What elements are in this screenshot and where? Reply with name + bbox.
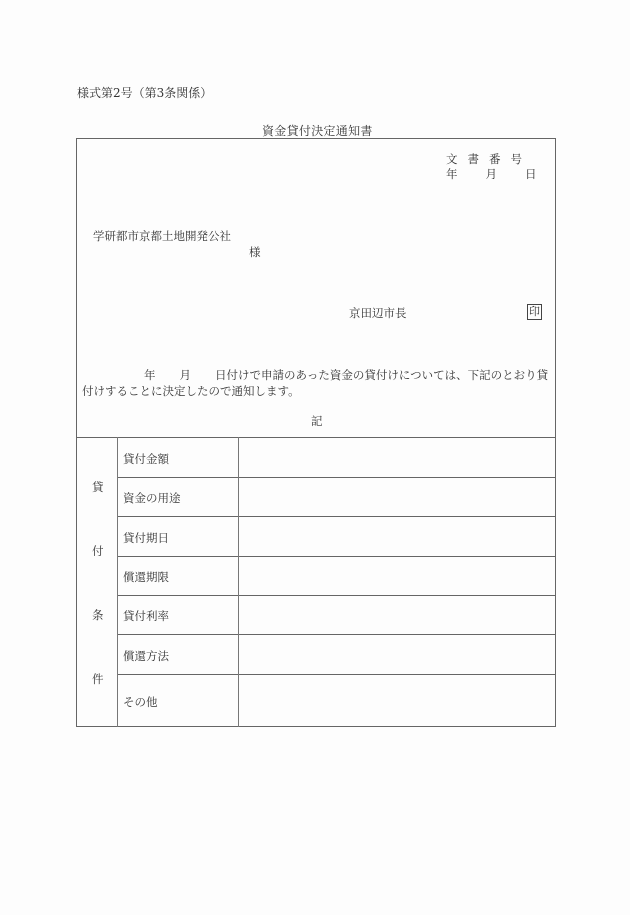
row-divider xyxy=(117,595,556,596)
body-year-label: 年 xyxy=(144,368,156,382)
body-text-line-2: 付けすることに決定したので通知します。 xyxy=(82,384,300,398)
seal-stamp-icon: 印 xyxy=(529,305,540,318)
group-label-char: 条 xyxy=(92,608,104,622)
row-divider xyxy=(117,634,556,635)
ki-heading: 記 xyxy=(311,414,323,428)
document-title: 資金貸付決定通知書 xyxy=(262,124,373,138)
row-divider xyxy=(117,516,556,517)
body-text-rest: 日付けで申請のあった資金の貸付けについては、下記のとおり貸 xyxy=(215,368,549,382)
sender-name: 京田辺市長 xyxy=(349,306,407,320)
addressee-name: 学研都市京都土地開発公社 xyxy=(93,229,231,243)
row-label-fund-purpose: 資金の用途 xyxy=(123,491,181,505)
document-number-label: 文書番号 xyxy=(446,152,532,166)
row-label-interest-rate: 貸付利率 xyxy=(123,609,169,623)
notice-form-box xyxy=(76,138,556,727)
row-divider xyxy=(117,477,556,478)
form-number: 様式第2号（第3条関係） xyxy=(77,86,213,100)
group-label-char: 付 xyxy=(92,544,104,558)
group-label-char: 貸 xyxy=(92,480,104,494)
column-divider xyxy=(238,437,239,727)
row-label-repayment-method: 償還方法 xyxy=(123,649,169,663)
row-divider xyxy=(117,674,556,675)
document-date-label xyxy=(446,166,537,182)
group-label-char: 件 xyxy=(92,672,104,686)
row-label-repayment-deadline: 償還期限 xyxy=(123,570,169,584)
divider-header-table xyxy=(76,437,556,438)
date-day-label: 日 xyxy=(525,167,537,181)
date-year-label: 年 xyxy=(446,167,458,181)
row-label-loan-date: 貸付期日 xyxy=(123,531,169,545)
row-label-other: その他 xyxy=(123,695,158,709)
body-month-label: 月 xyxy=(179,368,191,382)
body-text-line-1 xyxy=(82,367,548,383)
date-month-label: 月 xyxy=(485,167,497,181)
row-label-loan-amount: 貸付金額 xyxy=(123,452,169,466)
row-divider xyxy=(117,556,556,557)
addressee-honorific: 様 xyxy=(249,245,261,259)
column-divider xyxy=(117,437,118,727)
